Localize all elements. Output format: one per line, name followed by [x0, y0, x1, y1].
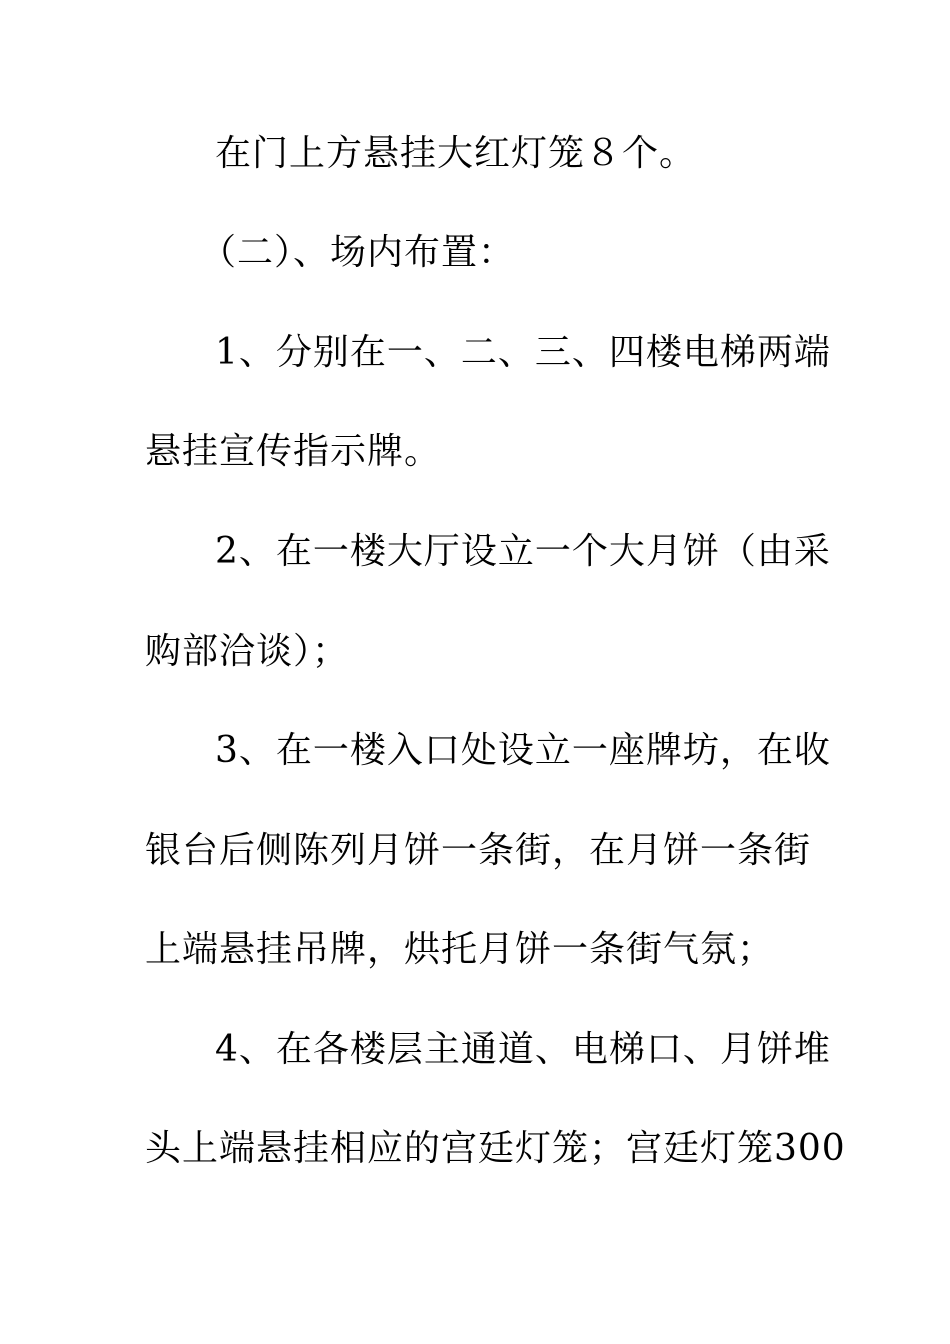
item-4-line-2: 头上端悬挂相应的宫廷灯笼；宫廷灯笼300	[145, 1128, 846, 1169]
item-2-line-2: 购部洽谈）；	[145, 631, 350, 672]
item-2-line-1: 2、在一楼大厅设立一个大月饼（由采	[215, 531, 831, 572]
item-1-line-2: 悬挂宣传指示牌。	[145, 431, 442, 472]
item-1-line-1: 1、分别在一、二、三、四楼电梯两端	[215, 332, 831, 373]
item-3-line-2: 银台后侧陈列月饼一条街，在月饼一条街	[145, 830, 812, 871]
section-heading-venue-layout: （二）、场内布置：	[200, 232, 516, 273]
item-3-line-3: 上端悬挂吊牌，烘托月饼一条街气氛；	[145, 929, 775, 970]
item-3-line-1: 3、在一楼入口处设立一座牌坊，在收	[215, 730, 831, 771]
item-4-line-1: 4、在各楼层主通道、电梯口、月饼堆	[215, 1029, 831, 1070]
paragraph-lanterns-above-door: 在门上方悬挂大红灯笼８个。	[215, 133, 697, 174]
